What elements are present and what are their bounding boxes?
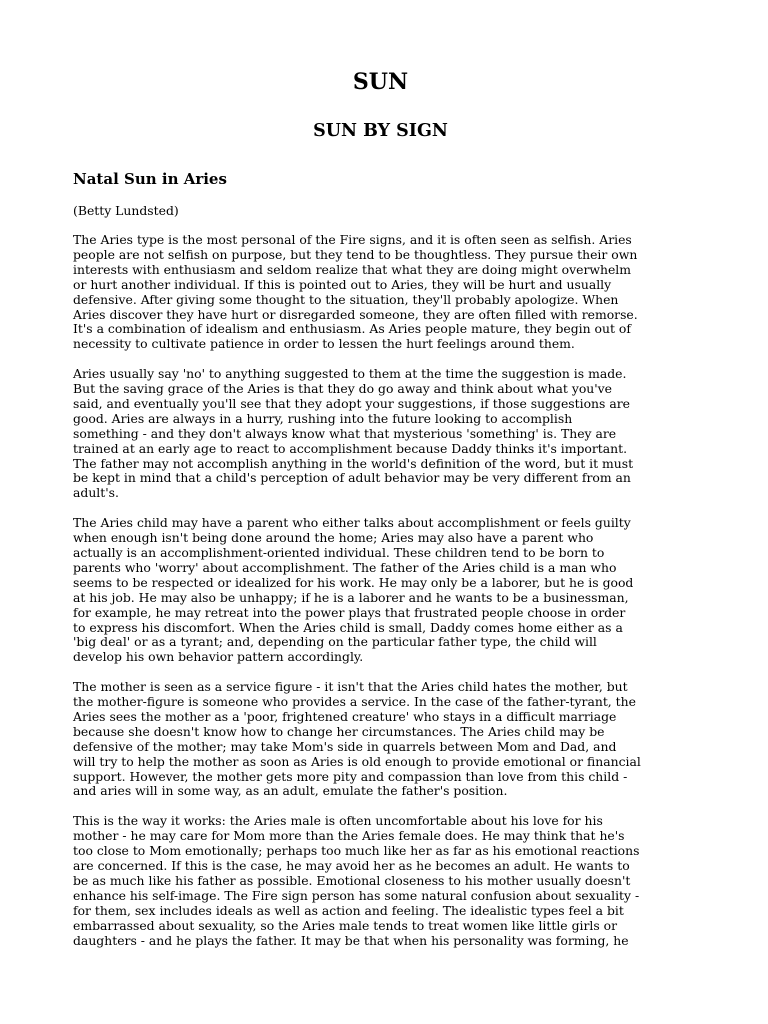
- text-line: when enough isn't being done around the home; Aries may also have a parent who: [73, 530, 594, 546]
- text-line: or hurt another individual. If this is pointed out to Aries, they will be hurt and usually: [73, 276, 612, 292]
- page-subtitle: SUN BY SIGN: [313, 121, 448, 141]
- text-line: to express his discomfort. When the Aries child is small, Daddy comes home either as a: [73, 619, 623, 635]
- paragraph: [73, 367, 698, 501]
- paragraph: [73, 516, 698, 665]
- text-line: interests with enthusiasm and seldom realize that what they are doing might overwhelm: [73, 261, 632, 277]
- text-line: Aries sees the mother as a 'poor, frightened creature' who stays in a difficult marriage: [73, 708, 617, 724]
- text-line: be kept in mind that a child's perception of adult behavior may be very different from an: [73, 470, 631, 486]
- text-line: necessity to cultivate patience in order to lessen the hurt feelings around them.: [73, 336, 575, 352]
- text-line: actually is an accomplishment-oriented individual. These children tend to be born to: [73, 545, 605, 560]
- paragraph: [73, 233, 698, 352]
- text-line: embarrassed about sexuality, so the Aries male tends to treat women like little girls or: [73, 917, 618, 933]
- text-line: daughters - and he plays the father. It may be that when his personality was forming, he: [73, 932, 629, 948]
- paragraph: [73, 814, 698, 948]
- text-line: It's a combination of idealism and enthusiasm. As Aries people mature, they begin out of: [73, 321, 631, 337]
- text-line: said, and eventually you'll see that they adopt your suggestions, if those suggestions are: [73, 395, 630, 411]
- text-line: But the saving grace of the Aries is that they do go away and think about what you've: [73, 381, 612, 397]
- paragraph: [73, 680, 698, 799]
- text-line: seems to be respected or idealized for his work. He may only be a laborer, but he is good: [73, 574, 634, 590]
- article-body: [73, 233, 698, 963]
- text-line: adult's.: [73, 485, 119, 501]
- text-line: mother - he may care for Mom more than the Aries female does. He may think that he's: [73, 828, 625, 844]
- text-line: and aries will in some way, as an adult, emulate the father's position.: [73, 783, 508, 799]
- text-line: enhance his self-image. The Fire sign person has some natural confusion about sexuality -: [73, 887, 640, 903]
- text-line: something - and they don't always know what that mysterious 'something' is. They are: [73, 425, 617, 441]
- text-line: the mother-figure is someone who provides a service. In the case of the father-tyrant, the: [73, 694, 636, 710]
- text-line: 'big deal' or as a tyrant; and, depending on the particular father type, the child will: [73, 634, 597, 650]
- text-line: defensive of the mother; may take Mom's side in quarrels between Mom and Dad, and: [73, 738, 617, 754]
- text-line: This is the way it works: the Aries male is often uncomfortable about his love for his: [73, 813, 603, 829]
- text-line: The mother is seen as a service figure - it isn't that the Aries child hates the mother, but: [73, 679, 628, 695]
- text-line: parents who 'worry' about accomplishment. The father of the Aries child is a man who: [73, 559, 617, 575]
- section-heading: Natal Sun in Aries: [73, 170, 227, 188]
- text-line: good. Aries are always in a hurry, rushing into the future looking to accomplish: [73, 410, 573, 426]
- text-line: defensive. After giving some thought to the situation, they'll probably apologize. When: [73, 291, 619, 307]
- text-line: be as much like his father as possible. Emotional closeness to his mother usually doesn't: [73, 872, 631, 888]
- text-line: trained at an early age to react to accomplishment because Daddy thinks it's important.: [73, 440, 628, 456]
- text-line: too close to Mom emotionally; perhaps too much like her as far as his emotional reactions: [73, 843, 640, 859]
- text-line: develop his own behavior pattern accordingly.: [73, 649, 364, 665]
- text-line: for example, he may retreat into the power plays that frustrated people choose in order: [73, 604, 626, 620]
- text-line: Aries usually say 'no' to anything suggested to them at the time the suggestion is made.: [73, 366, 627, 382]
- text-line: at his job. He may also be unhappy; if he is a laborer and he wants to be a businessman,: [73, 589, 629, 605]
- text-line: people are not selfish on purpose, but they tend to be thoughtless. They pursue their own: [73, 246, 638, 262]
- text-line: for them, sex includes ideals as well as action and feeling. The idealistic types feel a bit: [73, 902, 624, 918]
- text-line: because she doesn't know how to change her circumstances. The Aries child may be: [73, 723, 605, 739]
- text-line: The Aries child may have a parent who either talks about accomplishment or feels guilty: [73, 515, 631, 531]
- text-line: The father may not accomplish anything in the world's definition of the word, but it must: [73, 455, 634, 471]
- page-title: SUN: [352, 69, 409, 95]
- text-line: Aries discover they have hurt or disregarded someone, they are often filled with remorse.: [73, 306, 638, 322]
- text-line: are concerned. If this is the case, he may avoid her as he becomes an adult. He wants to: [73, 858, 630, 873]
- author-credit: (Betty Lundsted): [73, 203, 179, 218]
- text-line: support. However, the mother gets more pity and compassion than love from this child -: [73, 768, 628, 784]
- text-line: The Aries type is the most personal of the Fire signs, and it is often seen as selfish. Aries: [73, 232, 632, 247]
- text-line: will try to help the mother as soon as Aries is old enough to provide emotional or financial: [73, 753, 641, 769]
